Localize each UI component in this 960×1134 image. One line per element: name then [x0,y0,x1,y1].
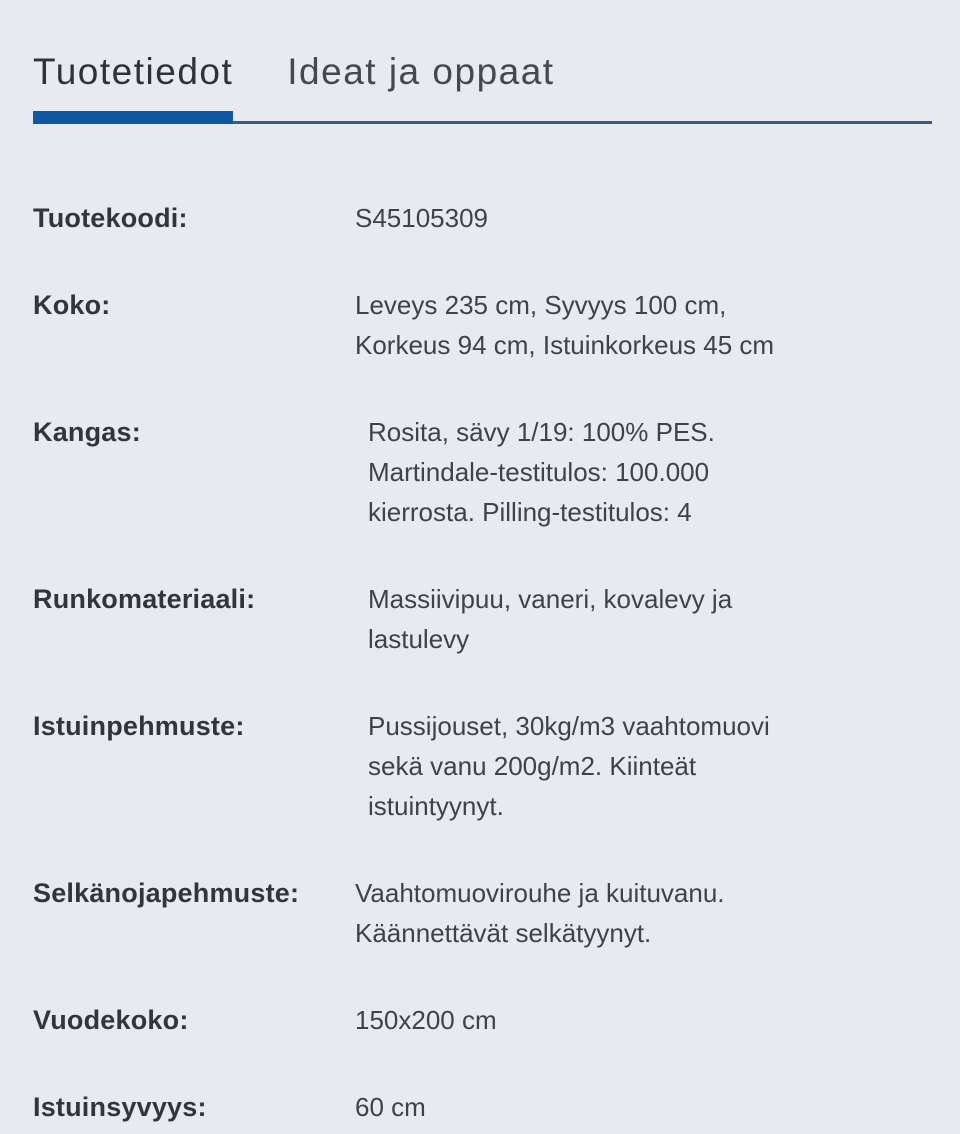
spec-value: Pussijouset, 30kg/m3 vaahtomuovi sekä vanu 200g/m2. Kiinteät istuintyynyt. [368,711,770,821]
spec-row-runkomateriaali [33,579,932,659]
spec-value: Massiivipuu, vaneri, kovalevy ja lastulevy [368,584,733,654]
spec-value: Vaahtomuovirouhe ja kuituvanu. Käännettävät selkätyynyt. [355,878,725,948]
spec-label: Istuinpehmuste: [33,711,245,741]
product-specs [0,124,960,1127]
spec-row-selkanojapehmuste [33,873,932,953]
spec-value: 150x200 cm [355,1005,497,1035]
tab-bar [33,0,932,124]
spec-label: Runkomateriaali: [33,584,256,614]
spec-row-vuodekoko [33,1000,932,1040]
spec-label: Koko: [33,290,111,320]
spec-label: Istuinsyvyys: [33,1092,207,1122]
spec-value: S45105309 [355,203,489,233]
spec-label: Tuotekoodi: [33,203,188,233]
tab-tuotetiedot[interactable] [33,50,233,121]
spec-label: Selkänojapehmuste: [33,878,300,908]
spec-value: Leveys 235 cm, Syvyys 100 cm, Korkeus 94 cm, Istuinkorkeus 45 cm [355,290,775,360]
tab-ideat-ja-oppaat-label: Ideat ja oppaat [287,51,555,92]
spec-row-tuotekoodi [33,198,932,238]
spec-row-kangas [33,412,932,532]
spec-label: Kangas: [33,417,141,447]
spec-value: Rosita, sävy 1/19: 100% PES. Martindale-testitulos: 100.000 kierrosta. Pilling-testitulos: 4 [368,417,715,527]
tab-tuotetiedot-label: Tuotetiedot [33,51,234,92]
spec-row-koko [33,285,932,365]
spec-label: Vuodekoko: [33,1005,189,1035]
spec-value: 60 cm [355,1092,426,1122]
spec-row-istuinpehmuste [33,706,932,826]
tab-ideat-ja-oppaat[interactable] [287,50,554,121]
spec-row-istuinsyvyys [33,1087,932,1127]
